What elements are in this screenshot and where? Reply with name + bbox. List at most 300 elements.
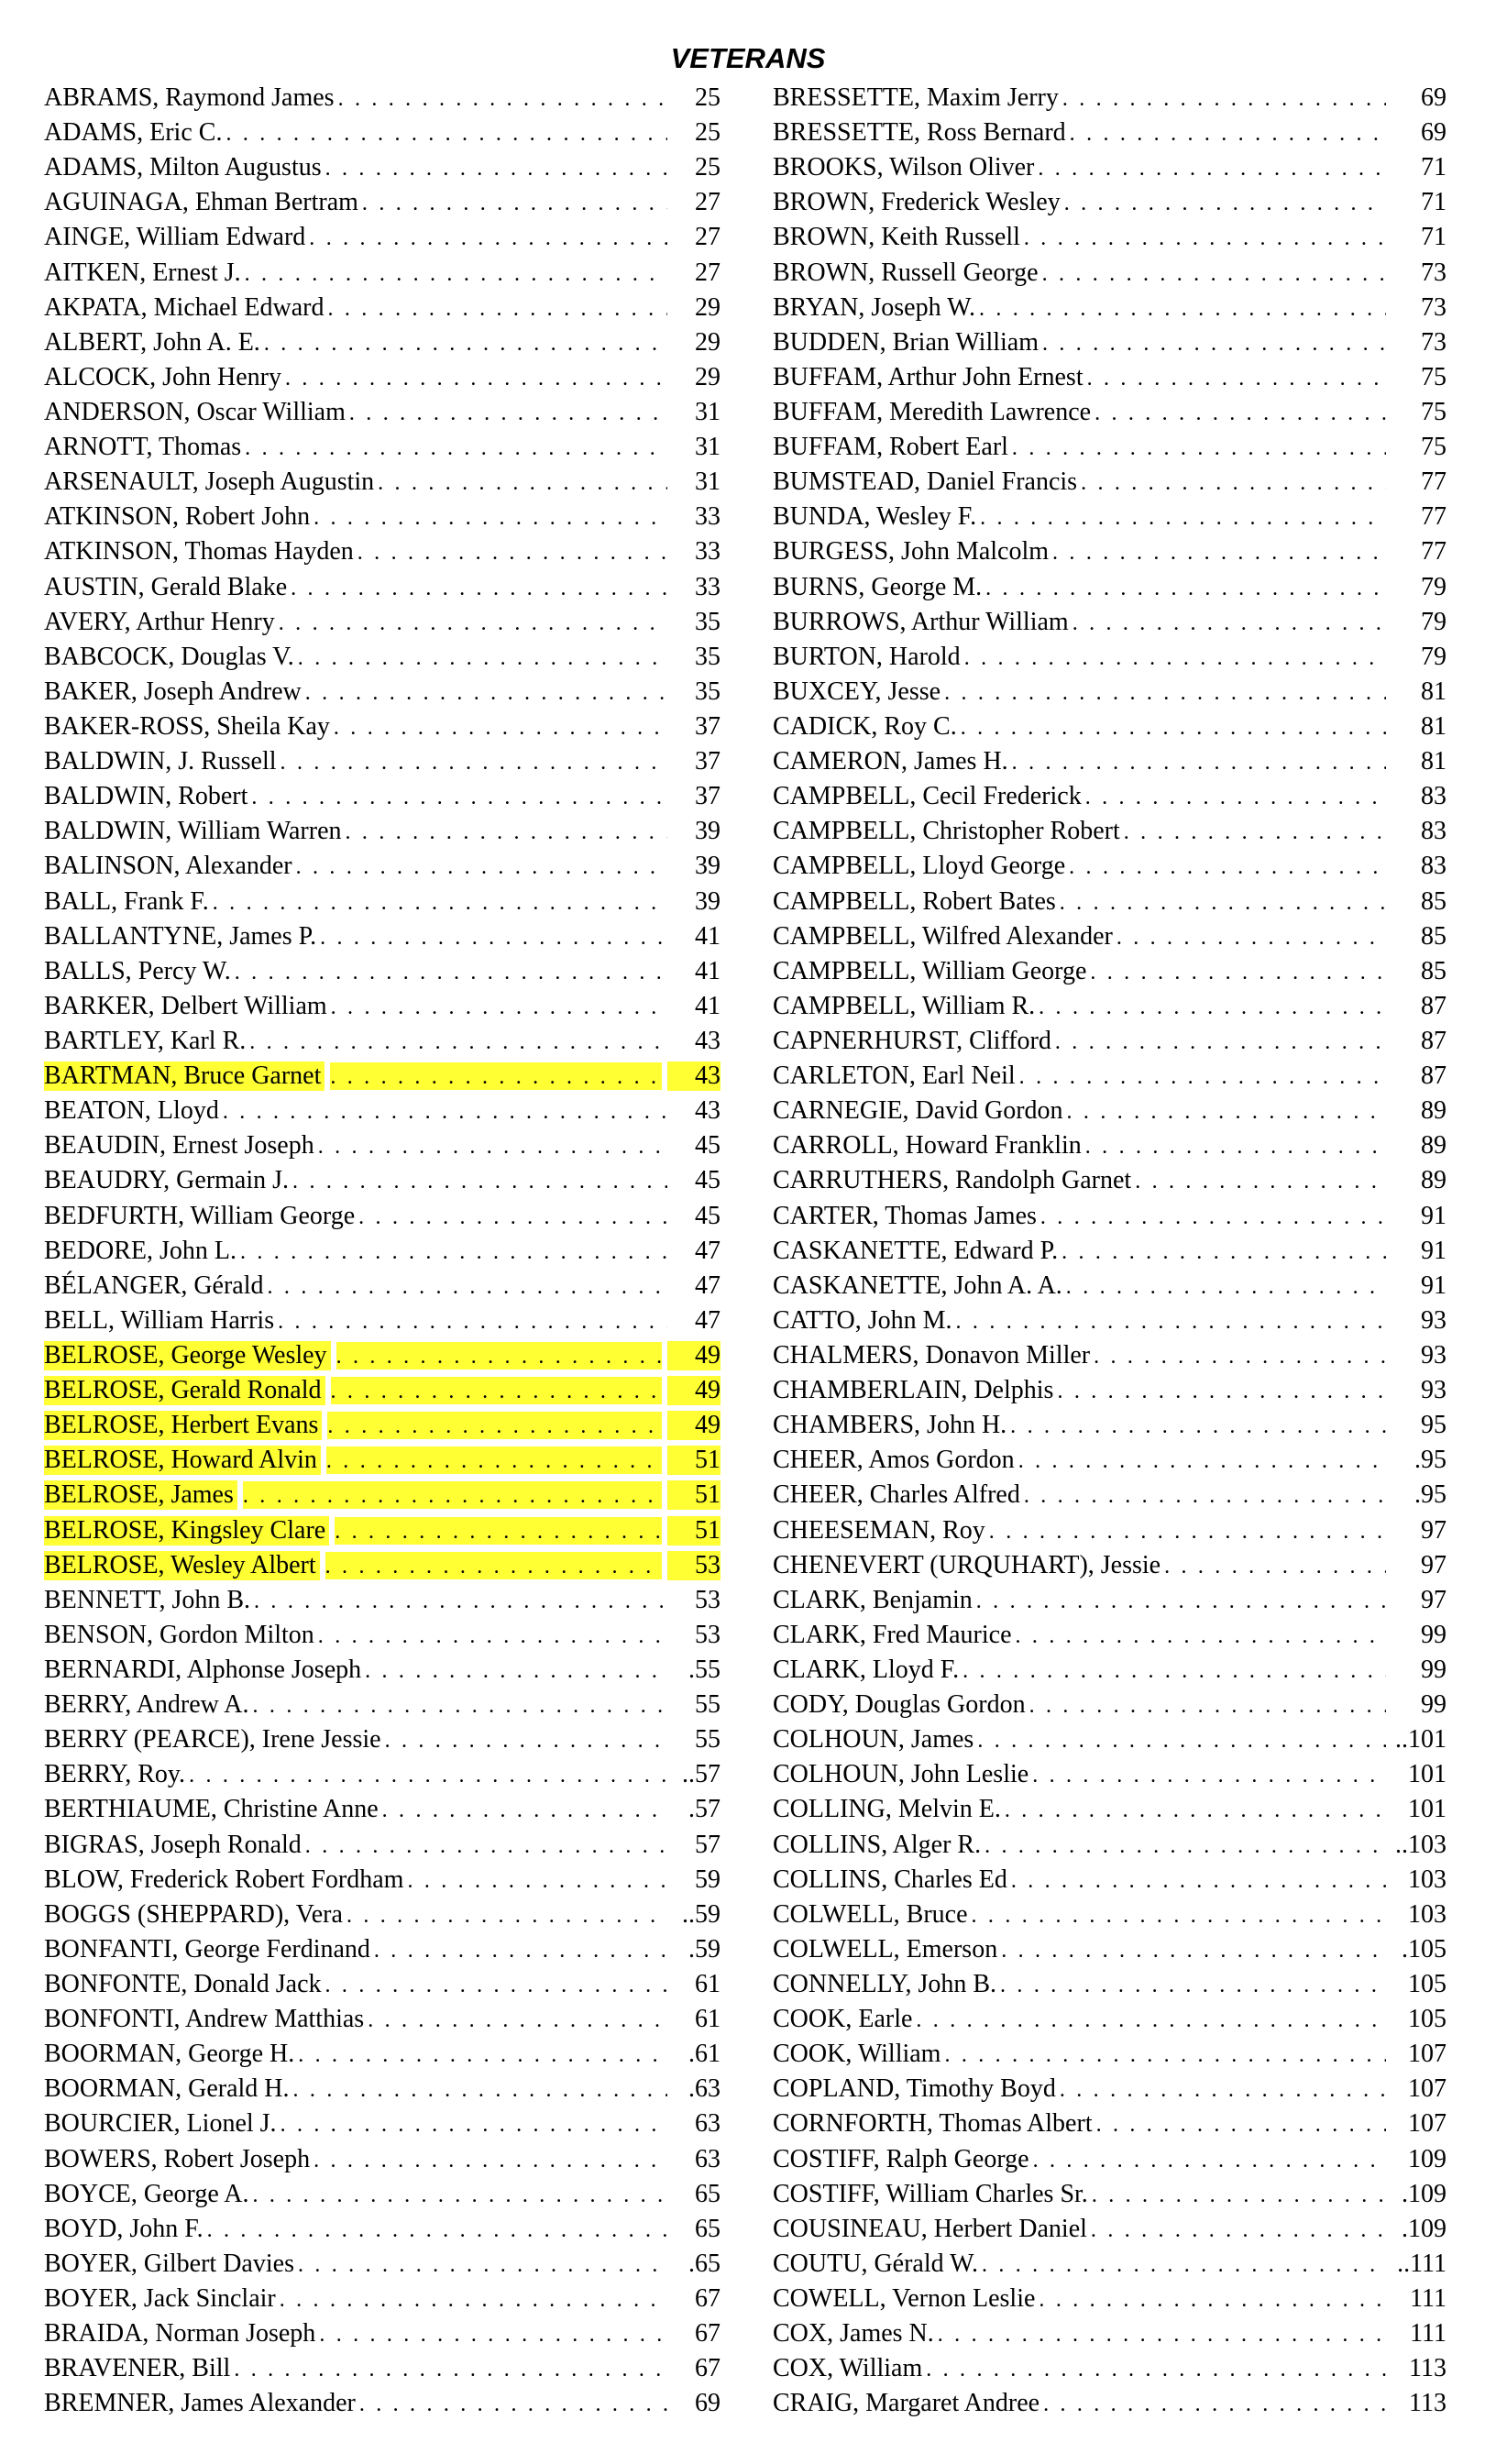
entry-name: CHEER, Charles Alfred (773, 1480, 1020, 1510)
index-entry (44, 2002, 720, 2037)
dot-leader (407, 1866, 667, 1894)
index-entry (773, 2037, 1446, 2072)
dot-leader (985, 574, 1386, 601)
entry-page-number: 33 (695, 502, 720, 532)
dot-leader (1001, 1936, 1386, 1964)
entry-page-number: 63 (695, 2109, 720, 2139)
dot-leader (325, 1971, 667, 1998)
entry-name: BREMNER, James Alexander (44, 2389, 356, 2418)
entry-page-number: 51 (667, 1446, 720, 1475)
entry-page-number: 111 (1410, 2283, 1446, 2313)
entry-name: BRYAN, Joseph W. (773, 292, 975, 322)
dot-leader (326, 1446, 662, 1474)
index-entry (773, 1722, 1446, 1757)
dot-leader (335, 1517, 662, 1545)
entry-page-number: 53 (667, 1551, 720, 1580)
entry-page-number: 99 (1421, 1620, 1446, 1649)
dot-leader (298, 2250, 667, 2278)
index-entry (44, 1583, 720, 1618)
entry-name: COLWELL, Bruce (773, 1899, 968, 1929)
index-entry (773, 291, 1446, 325)
entry-page-number: 59 (695, 1864, 720, 1894)
index-entry (773, 849, 1446, 884)
entry-name: BERRY, Andrew A. (44, 1690, 249, 1720)
index-entry (44, 465, 720, 500)
dot-leader (1042, 259, 1386, 287)
entry-name: BUFFAM, Robert Earl (773, 433, 1008, 462)
dot-leader (1012, 748, 1386, 776)
dot-leader (207, 2216, 667, 2243)
entry-name: BELROSE, Gerald Ronald (44, 1376, 325, 1405)
entry-page-number: 81 (1421, 676, 1446, 706)
entry-name: CODY, Douglas Gordon (773, 1690, 1026, 1720)
entry-name: COSTIFF, Ralph George (773, 2144, 1029, 2173)
index-entry (44, 605, 720, 640)
index-entry (773, 954, 1446, 989)
entry-name: ALCOCK, John Henry (44, 362, 281, 391)
entry-page-number: 45 (695, 1166, 720, 1195)
entry-name: BOYD, John F. (44, 2214, 204, 2243)
entry-page-number: .59 (688, 1934, 720, 1964)
entry-name: BUMSTEAD, Daniel Francis (773, 468, 1078, 497)
entry-page-number: 89 (1421, 1096, 1446, 1126)
dot-leader (1043, 2390, 1386, 2417)
entry-page-number: 85 (1421, 956, 1446, 985)
entry-name: CHENEVERT (URQUHART), Jessie (773, 1550, 1161, 1579)
dot-leader (349, 399, 667, 426)
entry-name: COLHOUN, John Leslie (773, 1760, 1029, 1789)
entry-name: COPLAND, Timothy Boyd (773, 2074, 1056, 2104)
entry-page-number: 73 (1421, 292, 1446, 322)
index-column-right (773, 81, 1446, 2421)
index-entry (44, 1199, 720, 1234)
index-entry (773, 2386, 1446, 2421)
entry-page-number: 111 (1410, 2319, 1446, 2348)
index-entry (44, 1548, 720, 1583)
dot-leader (1016, 1622, 1386, 1649)
entry-page-number: 71 (1421, 153, 1446, 182)
dot-leader (245, 434, 667, 461)
index-entry (44, 1898, 720, 1932)
dot-leader (1081, 468, 1386, 496)
entry-page-number: 107 (1408, 2109, 1446, 2139)
entry-page-number: ..57 (682, 1760, 720, 1789)
index-entry (773, 744, 1446, 779)
entry-page-number: 97 (1421, 1550, 1446, 1579)
entry-name: BOYER, Gilbert Davies (44, 2249, 294, 2278)
index-entry (44, 989, 720, 1024)
entry-page-number: 63 (695, 2144, 720, 2173)
dot-leader (331, 993, 667, 1020)
entry-page-number: 49 (667, 1376, 720, 1405)
dot-leader (226, 119, 667, 147)
index-entry (44, 1234, 720, 1269)
entry-page-number: 33 (695, 537, 720, 566)
entry-name: BUFFAM, Arthur John Ernest (773, 362, 1084, 391)
entry-name: BELROSE, George Wesley (44, 1341, 331, 1370)
entry-name: BRAIDA, Norman Joseph (44, 2319, 316, 2348)
dot-leader (984, 1832, 1386, 1859)
index-entry (44, 1967, 720, 2002)
entry-page-number: 109 (1408, 2144, 1446, 2173)
entry-name: BERNARDI, Alphonse Joseph (44, 1655, 362, 1684)
entry-name: BARTMAN, Bruce Garnet (44, 1062, 324, 1091)
entry-name: BUFFAM, Meredith Lawrence (773, 398, 1092, 427)
dot-leader (1000, 1971, 1386, 1998)
dot-leader (298, 2040, 667, 2068)
entry-name: CAMPBELL, Wilfred Alexander (773, 921, 1113, 951)
entry-page-number: 37 (695, 712, 720, 742)
dot-leader (977, 1726, 1386, 1754)
index-entry (44, 81, 720, 116)
entry-name: BRESSETTE, Ross Bernard (773, 118, 1066, 148)
entry-page-number: 101 (1408, 1795, 1446, 1824)
index-entry (44, 2247, 720, 2282)
entry-name: ADAMS, Eric C. (44, 118, 223, 148)
index-entry (773, 1059, 1446, 1094)
entry-name: CORNFORTH, Thomas Albert (773, 2109, 1093, 2139)
dot-leader (1085, 783, 1386, 810)
index-entry (773, 1373, 1446, 1408)
entry-page-number: 57 (695, 1830, 720, 1859)
entry-page-number: 67 (695, 2319, 720, 2348)
dot-leader (1012, 434, 1386, 461)
index-entry (773, 360, 1446, 395)
index-entry (773, 919, 1446, 954)
entry-page-number: 47 (695, 1236, 720, 1265)
index-entry (44, 1512, 720, 1547)
entry-page-number: 55 (695, 1725, 720, 1754)
entry-name: BEAUDRY, Germain J. (44, 1166, 290, 1195)
entry-page-number: 89 (1421, 1131, 1446, 1160)
dot-leader (926, 2355, 1386, 2382)
entry-page-number: 69 (1421, 83, 1446, 113)
dot-leader (346, 818, 667, 845)
index-entry (44, 291, 720, 325)
index-entry (44, 2212, 720, 2247)
entry-page-number: .95 (1414, 1446, 1446, 1475)
page-title: VETERANS (670, 42, 826, 74)
index-entry (773, 116, 1446, 150)
entry-name: COLHOUN, James (773, 1725, 974, 1754)
entry-page-number: 69 (1421, 118, 1446, 148)
entry-page-number: 93 (1421, 1376, 1446, 1405)
entry-page-number: 107 (1408, 2074, 1446, 2104)
entry-name: BÉLANGER, Gérald (44, 1270, 264, 1300)
entry-page-number: 35 (695, 607, 720, 636)
index-entry (773, 814, 1446, 849)
dot-leader (972, 1901, 1386, 1929)
dot-leader (362, 189, 667, 216)
dot-leader (291, 574, 667, 601)
entry-name: AITKEN, Ernest J. (44, 258, 241, 287)
dot-leader (305, 678, 667, 706)
index-entry (44, 1304, 720, 1338)
dot-leader (368, 2006, 667, 2033)
entry-page-number: ..59 (682, 1899, 720, 1929)
entry-name: BUXCEY, Jesse (773, 676, 941, 706)
index-entry (44, 919, 720, 954)
entry-name: BALDWIN, J. Russell (44, 747, 277, 776)
entry-name: BEDFURTH, William George (44, 1201, 356, 1230)
index-entry (773, 1688, 1446, 1722)
entry-name: BRESSETTE, Maxim Jerry (773, 83, 1059, 113)
index-entry (44, 534, 720, 569)
dot-leader (292, 1167, 667, 1194)
dot-leader (1057, 1377, 1386, 1404)
entry-page-number: 29 (695, 362, 720, 391)
entry-name: BUDDEN, Brian William (773, 327, 1039, 357)
index-entry (773, 220, 1446, 255)
dot-leader (938, 2320, 1386, 2348)
entry-name: CHEER, Amos Gordon (773, 1446, 1015, 1475)
entry-name: CHEESEMAN, Roy (773, 1515, 985, 1545)
dot-leader (1019, 1062, 1386, 1090)
dot-leader (285, 364, 667, 391)
dot-leader (1094, 399, 1386, 426)
entry-page-number: 53 (695, 1585, 720, 1614)
entry-name: CAMPBELL, William George (773, 956, 1087, 985)
entry-name: AGUINAGA, Ehman Bertram (44, 188, 358, 217)
entry-page-number: 33 (695, 572, 720, 601)
entry-page-number: 31 (695, 398, 720, 427)
index-entry (44, 256, 720, 291)
entry-page-number: 113 (1409, 2354, 1446, 2383)
entry-page-number: 49 (667, 1411, 720, 1440)
index-entry (773, 1827, 1446, 1862)
dot-leader (243, 1481, 662, 1509)
dot-leader (189, 1761, 667, 1788)
entry-page-number: 113 (1409, 2389, 1446, 2418)
index-entry (773, 2212, 1446, 2247)
entry-name: BROOKS, Wilson Oliver (773, 153, 1035, 182)
entry-name: COUTU, Gérald W. (773, 2249, 978, 2278)
dot-leader (318, 1622, 667, 1649)
index-entry (773, 1163, 1446, 1198)
entry-name: BROWN, Keith Russell (773, 223, 1020, 252)
index-entry (773, 2106, 1446, 2141)
index-entry (44, 2106, 720, 2141)
dot-leader (314, 503, 667, 531)
dot-leader (980, 503, 1386, 531)
dot-leader (249, 1028, 667, 1055)
entry-name: ATKINSON, Robert John (44, 502, 311, 532)
entry-page-number: 77 (1421, 537, 1446, 566)
entry-page-number: 61 (695, 1969, 720, 1998)
entry-page-number: 43 (695, 1027, 720, 1055)
dot-leader (279, 609, 667, 636)
dot-leader (240, 1238, 667, 1265)
entry-page-number: 75 (1421, 398, 1446, 427)
entry-page-number: 97 (1421, 1585, 1446, 1614)
dot-leader (1085, 1132, 1386, 1160)
index-entry (44, 1827, 720, 1862)
index-entry (44, 1722, 720, 1757)
entry-page-number: ..103 (1395, 1830, 1446, 1859)
entry-name: BURTON, Harold (773, 642, 961, 671)
dot-leader (1039, 993, 1386, 1020)
dot-leader (1024, 224, 1386, 251)
entry-name: BROWN, Frederick Wesley (773, 188, 1061, 217)
index-entry (44, 1618, 720, 1653)
index-entry (773, 675, 1446, 710)
entry-page-number: 107 (1408, 2040, 1446, 2069)
index-entry (773, 1967, 1446, 2002)
entry-page-number: 75 (1421, 362, 1446, 391)
entry-name: BENSON, Gordon Milton (44, 1620, 314, 1649)
entry-name: COX, James N. (773, 2319, 934, 2348)
index-entry (773, 1304, 1446, 1338)
entry-name: BIGRAS, Joseph Ronald (44, 1830, 302, 1859)
dot-leader (1042, 329, 1386, 357)
entry-page-number: ..111 (1397, 2249, 1446, 2278)
dot-leader (1052, 538, 1386, 566)
dot-leader (382, 1796, 667, 1823)
entry-name: BUNDA, Wesley F. (773, 502, 977, 532)
entry-name: BAKER, Joseph Andrew (44, 676, 302, 706)
entry-name: BOGGS (SHEPPARD), Vera (44, 1899, 343, 1929)
entry-name: BALINSON, Alexander (44, 852, 292, 881)
dot-leader (280, 2285, 667, 2313)
entry-page-number: 51 (667, 1480, 720, 1510)
entry-page-number: .61 (688, 2040, 720, 2069)
entry-name: BELL, William Harris (44, 1305, 275, 1335)
index-entry (44, 2037, 720, 2072)
entry-page-number: 41 (695, 956, 720, 985)
entry-name: BEATON, Lloyd (44, 1096, 219, 1126)
entry-name: COWELL, Vernon Leslie (773, 2283, 1036, 2313)
index-entry (44, 954, 720, 989)
entry-page-number: 37 (695, 782, 720, 811)
dot-leader (956, 1307, 1386, 1335)
entry-name: BALL, Frank F. (44, 886, 209, 916)
entry-page-number: 87 (1421, 1062, 1446, 1091)
entry-name: BELROSE, Herbert Evans (44, 1411, 322, 1440)
index-entry (773, 1478, 1446, 1512)
entry-page-number: 65 (695, 2214, 720, 2243)
entry-name: BOYER, Jack Sinclair (44, 2283, 276, 2313)
entry-name: AUSTIN, Gerald Blake (44, 572, 288, 601)
dot-leader (320, 923, 667, 951)
dot-leader (359, 2390, 667, 2417)
entry-page-number: 49 (667, 1341, 720, 1370)
index-entry (44, 1373, 720, 1408)
index-entry (44, 640, 720, 675)
index-entry (773, 1618, 1446, 1653)
dot-leader (1116, 923, 1386, 951)
entry-page-number: 105 (1408, 1969, 1446, 1998)
entry-name: BERTHIAUME, Christine Anne (44, 1795, 379, 1824)
dot-leader (235, 958, 667, 985)
index-entry (44, 1269, 720, 1304)
index-entry (773, 81, 1446, 116)
dot-leader (346, 1901, 667, 1929)
index-entry (773, 1234, 1446, 1269)
entry-page-number: 83 (1421, 782, 1446, 811)
entry-name: BABCOCK, Douglas V. (44, 642, 294, 671)
index-entry (44, 360, 720, 395)
dot-leader (1060, 2075, 1386, 2103)
entry-page-number: .55 (688, 1655, 720, 1684)
dot-leader (1038, 154, 1386, 182)
entry-page-number: 41 (695, 991, 720, 1020)
entry-name: BARTLEY, Karl R. (44, 1027, 247, 1055)
entry-page-number: 53 (695, 1620, 720, 1649)
index-entry (773, 395, 1446, 430)
entry-page-number: 43 (695, 1096, 720, 1126)
entry-page-number: 47 (695, 1270, 720, 1300)
dot-leader (1024, 1481, 1386, 1509)
dot-leader (331, 1377, 662, 1404)
entry-page-number: 83 (1421, 852, 1446, 881)
entry-page-number: 71 (1421, 188, 1446, 217)
index-entry (44, 2282, 720, 2316)
index-entry (44, 150, 720, 185)
entry-page-number: 73 (1421, 327, 1446, 357)
index-entry (773, 1512, 1446, 1547)
entry-name: CARROLL, Howard Franklin (773, 1131, 1082, 1160)
entry-page-number: 25 (695, 83, 720, 113)
dot-leader (944, 678, 1386, 706)
entry-page-number: 93 (1421, 1305, 1446, 1335)
index-entry (44, 2141, 720, 2176)
index-entry (44, 849, 720, 884)
entry-page-number: 61 (695, 2005, 720, 2034)
entry-page-number: 27 (695, 223, 720, 252)
dot-leader (1135, 1167, 1386, 1194)
index-entry (773, 1792, 1446, 1827)
entry-page-number: 97 (1421, 1515, 1446, 1545)
dot-leader (916, 2006, 1386, 2033)
entry-page-number: ..101 (1395, 1725, 1446, 1754)
index-entry (44, 710, 720, 744)
index-entry (773, 1408, 1446, 1443)
index-entry (773, 1653, 1446, 1688)
entry-page-number: 77 (1421, 468, 1446, 497)
dot-leader (378, 468, 667, 496)
dot-leader (365, 1656, 667, 1684)
entry-name: BOYCE, George A. (44, 2179, 249, 2208)
entry-name: CAMPBELL, Cecil Frederick (773, 782, 1082, 811)
index-entry (773, 1757, 1446, 1792)
dot-leader (1090, 958, 1386, 985)
index-entry (773, 1094, 1446, 1128)
entry-page-number: 85 (1421, 886, 1446, 916)
index-entry (773, 465, 1446, 500)
dot-leader (962, 1656, 1386, 1684)
dot-leader (268, 1272, 667, 1300)
index-entry (44, 500, 720, 534)
entry-page-number: 93 (1421, 1340, 1446, 1370)
index-entry (773, 1128, 1446, 1163)
dot-leader (305, 1832, 667, 1859)
dot-leader (330, 1062, 662, 1090)
entry-page-number: 95 (1421, 1411, 1446, 1440)
entry-name: BONFONTE, Donald Jack (44, 1969, 322, 1998)
index-entry (44, 2316, 720, 2351)
entry-name: CAMPBELL, Christopher Robert (773, 817, 1120, 846)
index-entry (773, 1024, 1446, 1059)
dot-leader (1096, 2110, 1386, 2138)
entry-name: BRAVENER, Bill (44, 2354, 231, 2383)
entry-page-number: 89 (1421, 1166, 1446, 1195)
index-entry (44, 1163, 720, 1198)
entry-name: COLLINS, Alger R. (773, 1830, 982, 1859)
entry-name: ABRAMS, Raymond James (44, 83, 335, 113)
entry-page-number: 103 (1408, 1864, 1446, 1894)
entry-name: BURROWS, Arthur William (773, 607, 1069, 636)
entry-name: CARTER, Thomas James (773, 1201, 1037, 1230)
